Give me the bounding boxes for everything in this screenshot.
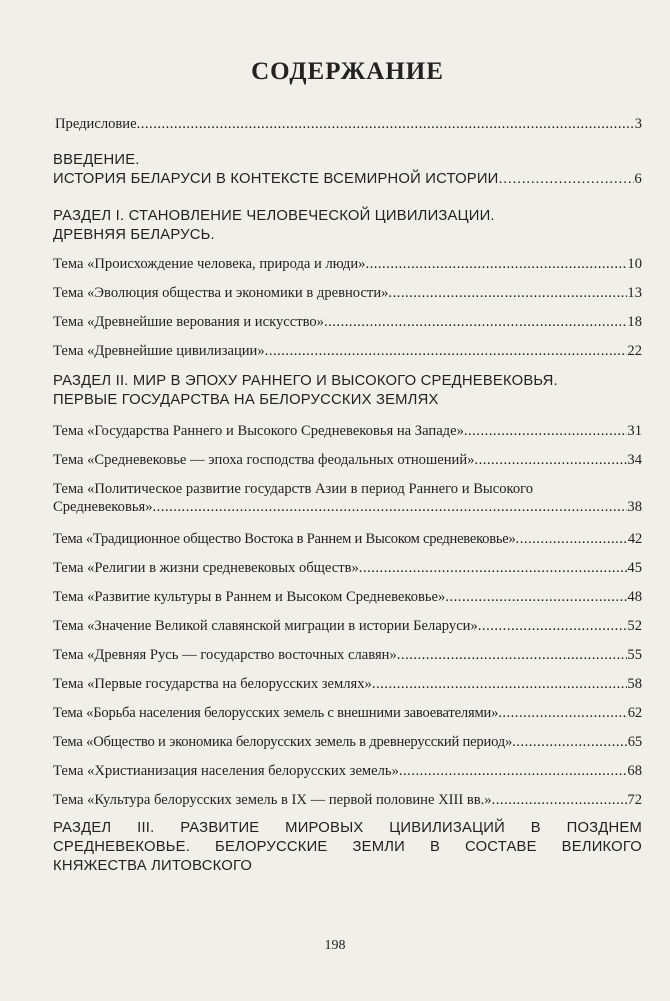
toc-page-number: 55 bbox=[627, 647, 642, 663]
leader-dots bbox=[372, 675, 628, 693]
toc-entry-label: Тема «Средневековье — эпоха господства феодальных отношений» bbox=[53, 452, 475, 468]
toc-entry-label: Тема «Древняя Русь — государство восточных славян» bbox=[53, 647, 397, 663]
leader-dots bbox=[399, 762, 628, 780]
toc-entry[interactable] bbox=[53, 675, 642, 704]
leader-dots bbox=[445, 588, 627, 606]
leader-dots bbox=[498, 704, 628, 722]
section-heading: ДРЕВНЯЯ БЕЛАРУСЬ. bbox=[53, 227, 215, 243]
toc-page-number: 13 bbox=[627, 285, 642, 301]
toc-page-number: 3 bbox=[634, 116, 642, 132]
toc-entry[interactable] bbox=[53, 762, 642, 791]
leader-dots bbox=[478, 617, 628, 635]
toc-entry-label: Тема «Развитие культуры в Раннем и Высоком Средневековье» bbox=[53, 589, 446, 605]
toc-entry[interactable] bbox=[53, 313, 642, 342]
toc-entry-label: Тема «Значение Великой славянской миграции в истории Беларуси» bbox=[53, 618, 478, 634]
toc-entry-intro bbox=[53, 170, 642, 189]
toc-section-3 bbox=[53, 819, 642, 876]
leader-dots bbox=[516, 530, 628, 548]
toc-entry-label: Тема «Христианизация населения белорусских земель» bbox=[53, 763, 399, 779]
toc-entry-label: Тема «Традиционное общество Востока в Раннем и Высоком средневековье» bbox=[53, 531, 516, 547]
toc-page-number: 31 bbox=[627, 423, 642, 439]
leader-dots bbox=[492, 791, 628, 809]
table-of-contents bbox=[53, 115, 642, 876]
toc-section-2 bbox=[53, 372, 642, 815]
toc-page-number: 45 bbox=[627, 560, 642, 576]
toc-entry-preface[interactable] bbox=[55, 115, 642, 133]
section-heading: КНЯЖЕСТВА ЛИТОВСКОГО bbox=[53, 858, 253, 874]
toc-entry-label: Тема «Борьба населения белорусских земель с внешними завоевателями» bbox=[53, 705, 499, 721]
page-title: СОДЕРЖАНИЕ bbox=[251, 58, 444, 85]
section-heading: ВВЕДЕНИЕ. bbox=[53, 152, 140, 168]
leader-dots bbox=[388, 284, 627, 302]
toc-page-number: 65 bbox=[627, 734, 642, 750]
toc-entry[interactable] bbox=[53, 588, 642, 617]
toc-entry[interactable] bbox=[53, 559, 642, 588]
section-heading: РАЗДЕЛ I. СТАНОВЛЕНИЕ ЧЕЛОВЕЧЕСКОЙ ЦИВИЛИЗАЦИИ. bbox=[53, 208, 495, 224]
leader-dots bbox=[474, 451, 627, 469]
leader-dots bbox=[265, 342, 628, 360]
toc-section-intro[interactable] bbox=[53, 151, 642, 189]
toc-page-number: 72 bbox=[627, 792, 642, 808]
toc-entry-label: Тема «Государства Раннего и Высокого Средневековья на Западе» bbox=[53, 423, 464, 439]
toc-page-number: 34 bbox=[627, 452, 642, 468]
toc-entry-label: Тема «Древнейшие верования и искусство» bbox=[53, 314, 324, 330]
toc-page-number: 62 bbox=[627, 705, 642, 721]
section-heading: РАЗДЕЛ II. МИР В ЭПОХУ РАННЕГО И ВЫСОКОГО СРЕДНЕВЕКОВЬЯ. bbox=[53, 373, 558, 389]
leader-dots bbox=[365, 255, 627, 273]
toc-entry[interactable] bbox=[53, 422, 642, 451]
section-heading: РАЗДЕЛ III. РАЗВИТИЕ МИРОВЫХ ЦИВИЛИЗАЦИЙ В ПОЗДНЕМ bbox=[53, 820, 642, 836]
toc-entry[interactable] bbox=[53, 284, 642, 313]
toc-page-number: 58 bbox=[627, 676, 642, 692]
leader-dots bbox=[137, 115, 635, 133]
toc-entry[interactable] bbox=[53, 646, 642, 675]
toc-entry[interactable] bbox=[53, 342, 642, 364]
leader-dots bbox=[153, 498, 628, 516]
toc-entry-label: Тема «Первые государства на белорусских землях» bbox=[53, 676, 372, 692]
toc-entry-label: Тема «Общество и экономика белорусских земель в древнерусский период» bbox=[53, 734, 513, 750]
toc-page-number: 10 bbox=[627, 256, 642, 272]
toc-page-number: 6 bbox=[634, 171, 642, 187]
toc-entry-label: Средневековья» bbox=[53, 499, 153, 515]
toc-entry[interactable] bbox=[53, 255, 642, 284]
leader-dots bbox=[359, 559, 628, 577]
toc-entry[interactable] bbox=[53, 704, 642, 733]
toc-entry-continuation bbox=[53, 498, 642, 516]
toc-entry[interactable] bbox=[53, 733, 642, 762]
toc-entry-label: Тема «Политическое развитие государств Азии в период Раннего и Высокого bbox=[53, 481, 534, 497]
leader-dots bbox=[464, 422, 628, 440]
toc-entry-two-line[interactable] bbox=[53, 480, 642, 530]
leader-dots bbox=[324, 313, 627, 331]
toc-entry[interactable] bbox=[53, 791, 642, 815]
leader-dots bbox=[397, 646, 628, 664]
leader-dots bbox=[499, 170, 635, 189]
section-heading: ИСТОРИЯ БЕЛАРУСИ В КОНТЕКСТЕ ВСЕМИРНОЙ ИСТОРИИ bbox=[53, 171, 499, 187]
toc-entry[interactable] bbox=[53, 617, 642, 646]
toc-entry[interactable] bbox=[53, 451, 642, 480]
toc-entry-label: Предисловие bbox=[55, 116, 137, 132]
toc-entry-label: Тема «Происхождение человека, природа и люди» bbox=[53, 256, 366, 272]
toc-section-1 bbox=[53, 207, 642, 364]
toc-entry[interactable] bbox=[53, 530, 642, 559]
toc-page-number: 18 bbox=[627, 314, 642, 330]
toc-page-number: 42 bbox=[627, 531, 642, 547]
toc-page-number: 48 bbox=[627, 589, 642, 605]
toc-entry-label: Тема «Эволюция общества и экономики в древности» bbox=[53, 285, 389, 301]
section-heading: СРЕДНЕВЕКОВЬЕ. БЕЛОРУССКИЕ ЗЕМЛИ В СОСТАВЕ ВЕЛИКОГО bbox=[53, 839, 642, 855]
toc-entry-label: Тема «Религии в жизни средневековых обществ» bbox=[53, 560, 359, 576]
toc-page-number: 52 bbox=[627, 618, 642, 634]
toc-entry-label: Тема «Древнейшие цивилизации» bbox=[53, 343, 265, 359]
toc-page-number: 22 bbox=[627, 343, 642, 359]
toc-page-number: 68 bbox=[627, 763, 642, 779]
toc-page-number: 38 bbox=[627, 499, 642, 515]
section-heading: ПЕРВЫЕ ГОСУДАРСТВА НА БЕЛОРУССКИХ ЗЕМЛЯХ bbox=[53, 392, 439, 408]
toc-entry-label: Тема «Культура белорусских земель в IX — первой половине XIII вв.» bbox=[53, 792, 492, 808]
leader-dots bbox=[512, 733, 628, 751]
page-number: 198 bbox=[324, 938, 346, 953]
